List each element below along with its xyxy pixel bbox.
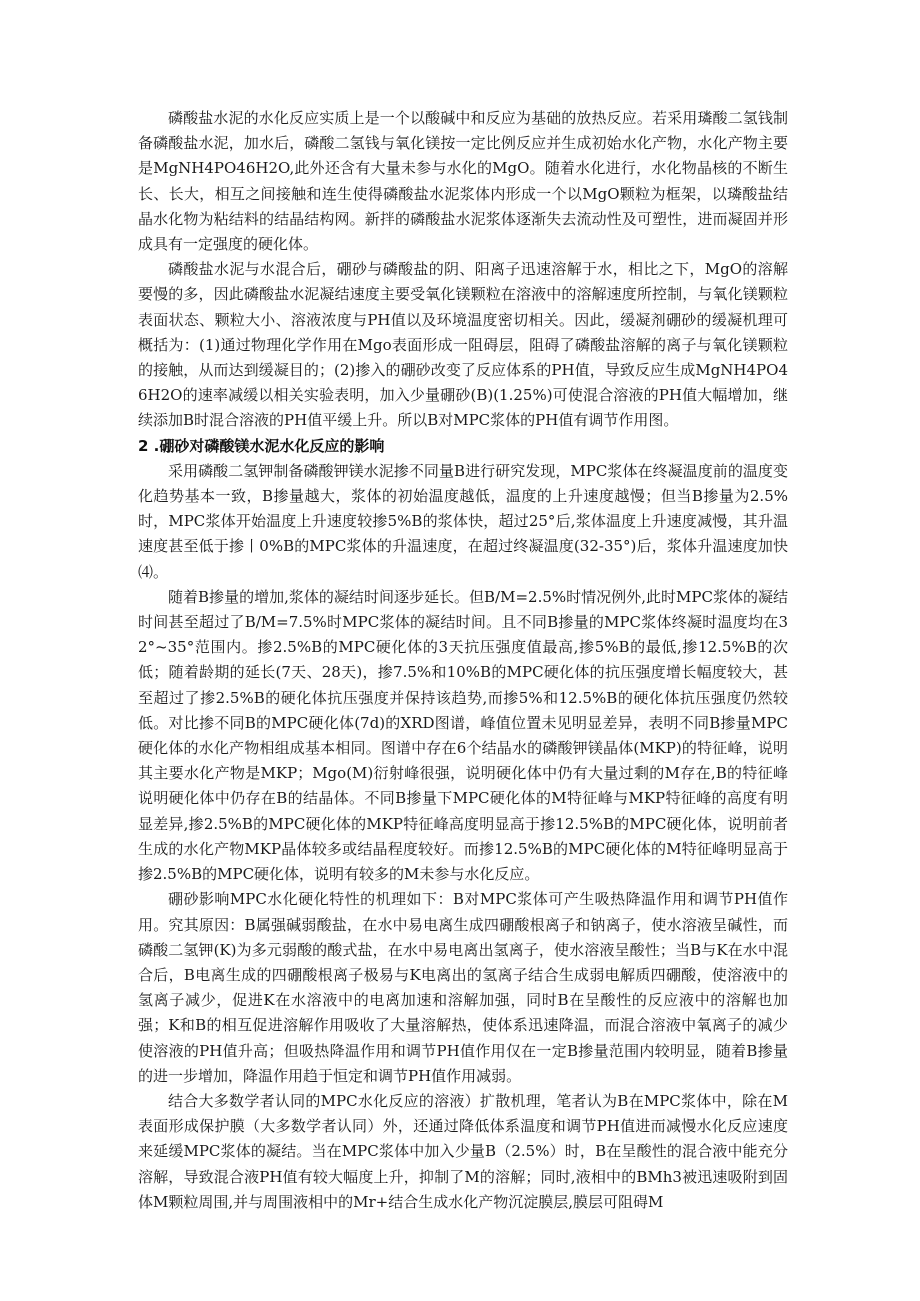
paragraph-diffusion-mechanism: 结合大多数学者认同的MPC水化反应的溶液）扩散机理，笔者认为B在MPC浆体中，除在M表面形成保护膜（大多数学者认同）外，还通过降低体系温度和调节PH值进而减慢水化反应速度来延缓MPC浆体的凝结。当在MPC浆体中加入少量B（2.5%）时，B在呈酸性的混合液中能充分溶解，导致混合液PH值有较大幅度上升，抑制了M的溶解；同时,液相中的BMh3被迅速吸附到固体M颗粒周围,并与周围液相中的Mr+结合生成水化产物沉淀膜层,膜层可阻碍M xyxy=(138,1091,788,1211)
paragraph-temperature-trend: 采用磷酸二氢钾制备磷酸钾镁水泥掺不同量B进行研究发现，MPC浆体在终凝温度前的温度变化趋势基本一致，B掺量越大，浆体的初始温度越低，温度的上升速度越慢；但当B掺量为2.5%时，MPC浆体开始温度上升速度较掺5%B的浆体快，超过25°后,浆体温度上升速度减慢，其升温速度甚至低于掺丨0%B的MPC浆体的升温速度，在超过终凝温度(32-35°)后，浆体升温速度加快⑷。 xyxy=(138,461,788,581)
document-body xyxy=(138,106,788,1215)
section-heading: 2 .硼砂对磷酸镁水泥水化反应的影响 xyxy=(138,436,385,455)
paragraph-borax-retarding-mechanism: 磷酸盐水泥与水混合后，硼砂与磷酸盐的阴、阳离子迅速溶解于水，相比之下，MgO的溶解要慢的多，因此磷酸盐水泥凝结速度主要受氧化镁颗粒在溶液中的溶解速度所控制，与氧化镁颗粒表面状态、颗粒大小、溶液浓度与PH值以及环境温度密切相关。因此，缓凝剂硼砂的缓凝机理可概括为：(1)通过物理化学作用在Mgo表面形成一阻碍层，阻碍了磷酸盐溶解的离子与氧化镁颗粒的接触，从而达到缓凝目的；(2)掺入的硼砂改变了反应体系的PH值，导致反应生成MgNH4PO46H2O的速率减缓以相关实验表明，加入少量硼砂(B)(1.25%)可使混合溶液的PH值大幅增加，继续添加B时混合溶液的PH值平缓上升。所以B对MPC浆体的PH值有调节作用图。 xyxy=(138,260,788,430)
paragraph-hydration-overview: 磷酸盐水泥的水化反应实质上是一个以酸碱中和反应为基础的放热反应。若采用璘酸二氢钱制备磷酸盐水泥，加水后，磷酸二氢钱与氧化镁按一定比例反应并生成初始水化产物，水化产物主要是MgNH4PO46H2O,此外还含有大量未参与水化的MgO。随着水化进行，水化物晶核的不断生长、长大，相互之间接触和连生使得磷酸盐水泥浆体内形成一个以MgO颗粒为框架，以璘酸盐结晶水化物为粘结料的结晶结构网。新拌的磷酸盐水泥浆体逐渐失去流动性及可塑性，进而凝固并形成具有一定强度的硬化体。 xyxy=(138,109,788,254)
paragraph-setting-time-strength: 随着B掺量的增加,浆体的凝结时间逐步延长。但B/M=2.5%时情况例外,此时MPC浆体的凝结时间甚至超过了B/M=7.5%时MPC浆体的凝结时间。且不同B掺量的MPC浆体终凝时温度均在32°~35°范围内。掺2.5%B的MPC硬化体的3天抗压强度值最高,掺5%B的最低,掺12.5%B的次低；随着龄期的延长(7天、28天)，掺7.5%和10%B的MPC硬化体的抗压强度增长幅度较大，甚至超过了掺2.5%B的硬化体抗压强度并保持该趋势,而掺5%和12.5%B的硬化体抗压强度仍然较低。对比掺不同B的MPC硬化体(7d)的XRD图谱，峰值位置未见明显差异，表明不同B掺量MPC硬化体的水化产物相组成基本相同。图谱中存在6个结晶水的磷酸钾镁晶体(MKP)的特征峰，说明其主要水化产物是MKP；Mgo(M)衍射峰很强，说明硬化体中仍有大量过剩的M存在,B的特征峰说明硬化体中仍存在B的结晶体。不同B掺量下MPC硬化体的M特征峰与MKP特征峰的高度有明显差异,掺2.5%B的MPC硬化体的MKP特征峰高度明显高于掺12.5%B的MPC硬化体，说明前者生成的水化产物MKP晶体较多或结晶程度较好。而掺12.5%B的MPC硬化体的M特征峰明显高于掺2.5%B的MPC硬化体，说明有较多的M未参与水化反应。 xyxy=(138,587,788,884)
paragraph-mechanism: 硼砂影响MPC水化硬化特性的机理如下：B对MPC浆体可产生吸热降温作用和调节PH值作用。究其原因：B属强碱弱酸盐，在水中易电离生成四硼酸根离子和钠离子，使水溶液呈碱性，而磷酸二氢钾(K)为多元弱酸的酸式盐，在水中易电离出氢离子，使水溶液呈酸性；当B与K在水中混合后，B电离生成的四硼酸根离子极易与K电离出的氢离子结合生成弱电解质四硼酸，使溶液中的氢离子减少，促进K在水溶液中的电离加速和溶解加强，同时B在呈酸性的反应液中的溶解也加强；K和B的相互促进溶解作用吸收了大量溶解热，使体系迅速降温，而混合溶液中氧离子的减少使溶液的PH值升高；但吸热降温作用和调节PH值作用仅在一定B掺量范围内较明显，随着B掺量的进一步增加，降温作用趋于恒定和调节PH值作用减弱。 xyxy=(138,890,788,1085)
